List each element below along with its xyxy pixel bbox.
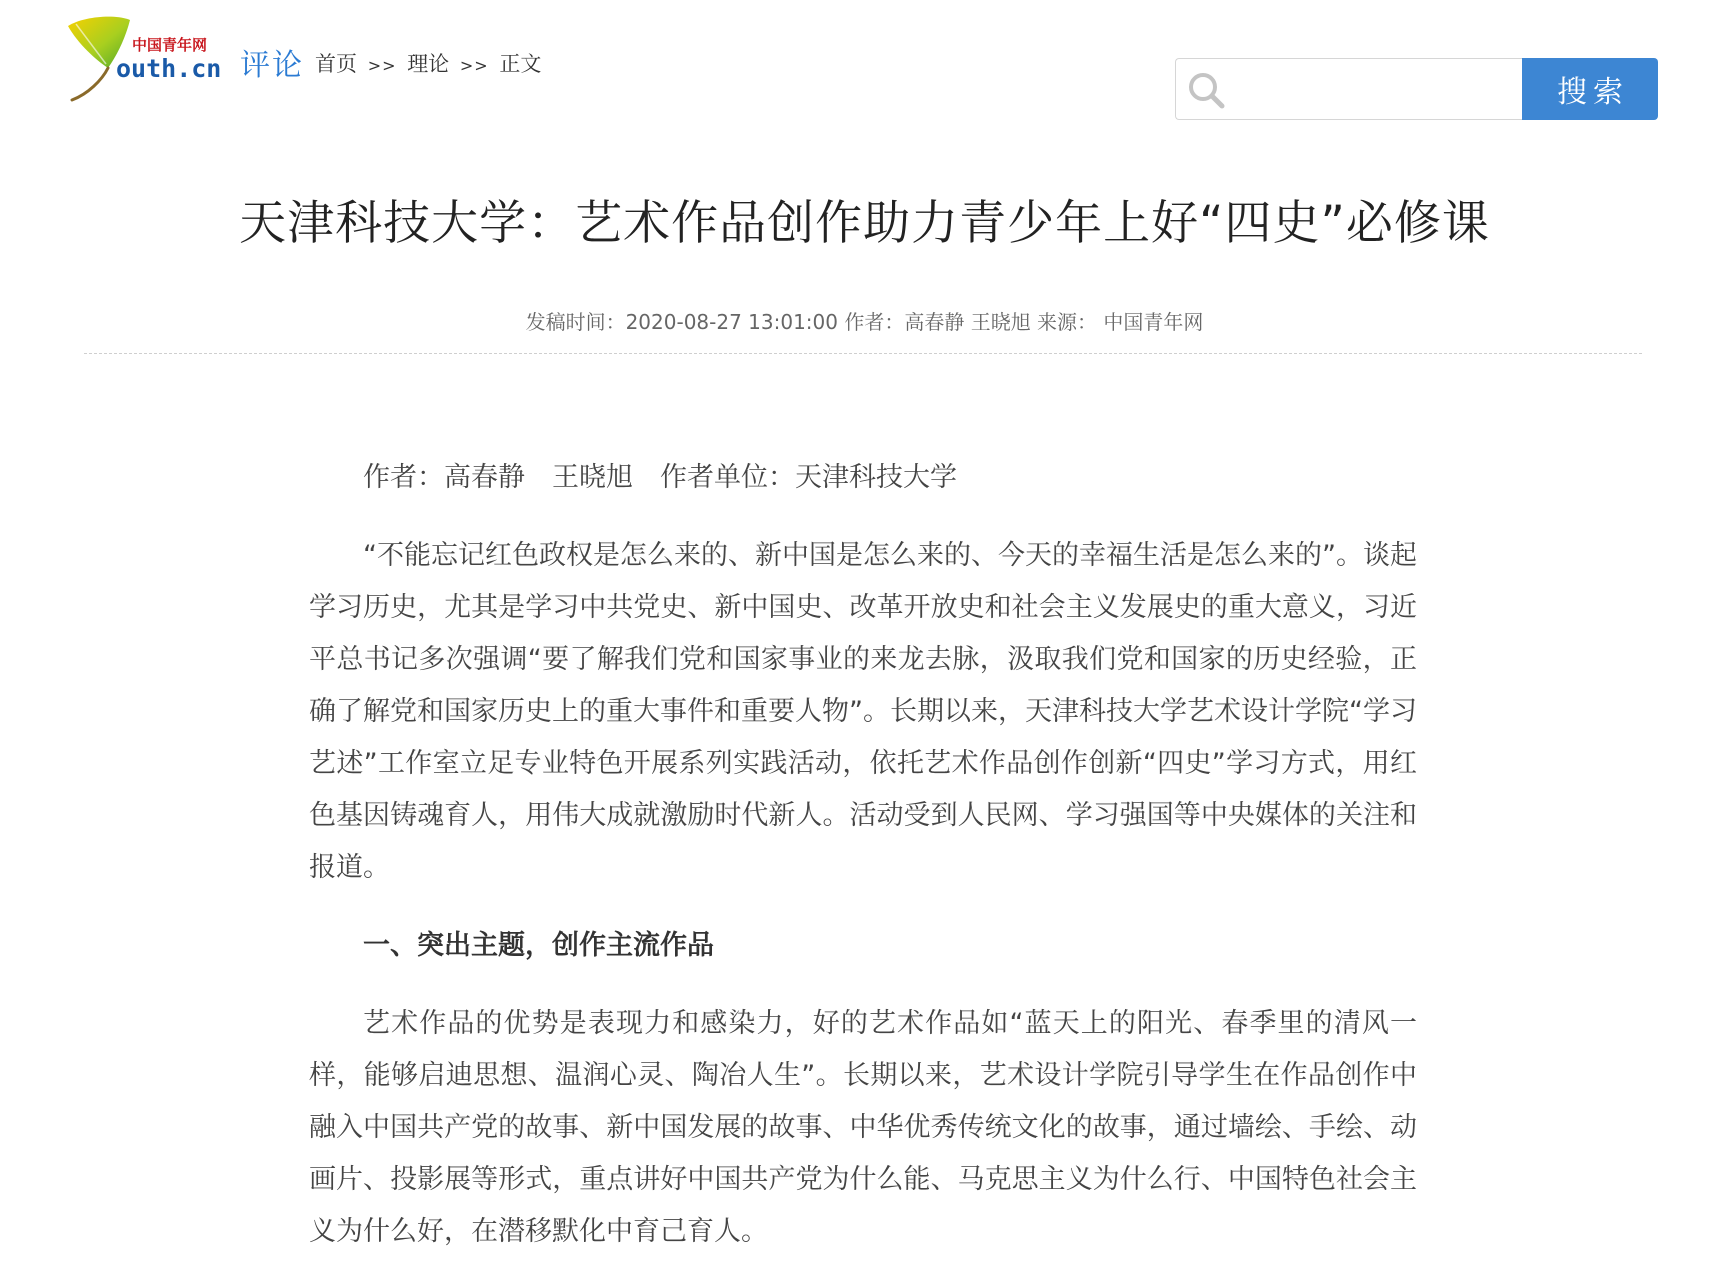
search-box [1175,58,1525,120]
header-divider [84,353,1642,354]
breadcrumb-home-link[interactable]: 首页 [315,52,357,76]
section-link-commentary[interactable]: 评论 [240,48,304,83]
article-byline: 作者：高春静 王晓旭 作者单位：天津科技大学 [363,462,957,493]
article-paragraph: “不能忘记红色政权是怎么来的、新中国是怎么来的、今天的幸福生活是怎么来的”。谈起学习历史，尤其是学习中共党史、新中国史、改革开放史和社会主义发展史的重大意义，习近平总书记多次强调“要了解我们党和国家事业的来龙去脉，汲取我们党和国家的历史经验，正确了解党和国家历史上的重大事件和重要人物”。长期以来，天津科技大学艺术设计学院“学习 艺述”工作室立足专业特色开展系列实践活动，依托艺术作品创作创新“四史”学习方式，用红色基因铸魂育人，用伟大成就激励时代新人。活动受到人民网、学习强国等中央媒体的关注和报道。 [309,540,1444,883]
article-paragraph: 艺术作品的优势是表现力和感染力，好的艺术作品如“蓝天上的阳光、春季里的清风一样，能够启迪思想、温润心灵、陶冶人生”。长期以来，艺术设计学院引导学生在作品创作中融入中国共产党的故事、新中国发展的故事、中华优秀传统文化的故事，通过墙绘、手绘、动画片、投影展等形式，重点讲好中国共产党为什么能、马克思主义为什么行、中国特色社会主义为什么好，在潜移默化中育己育人。 [309,1008,1417,1247]
search-input[interactable] [1232,67,1516,113]
article-meta: 发稿时间：2020-08-27 13:01:00 作者：高春静 王晓旭 来源： 中国青年网 [525,310,1204,334]
breadcrumb-separator: >> [459,56,489,75]
breadcrumb-category-link[interactable]: 理论 [407,52,450,76]
breadcrumb-current: 正文 [499,52,542,76]
breadcrumb [315,48,541,78]
breadcrumb-separator: >> [367,56,397,75]
search-icon [1186,70,1226,110]
article-title: 天津科技大学：艺术作品创作助力青少年上好“四史”必修课 [239,196,1490,251]
search-button[interactable]: 搜索 [1522,58,1658,120]
article-subheading: 一、突出主题，创作主流作品 [363,930,714,961]
article-body [309,452,1444,1284]
logo-chinese-text: 中国青年网 [132,36,208,54]
logo-english-text: outh.cn [116,54,222,83]
